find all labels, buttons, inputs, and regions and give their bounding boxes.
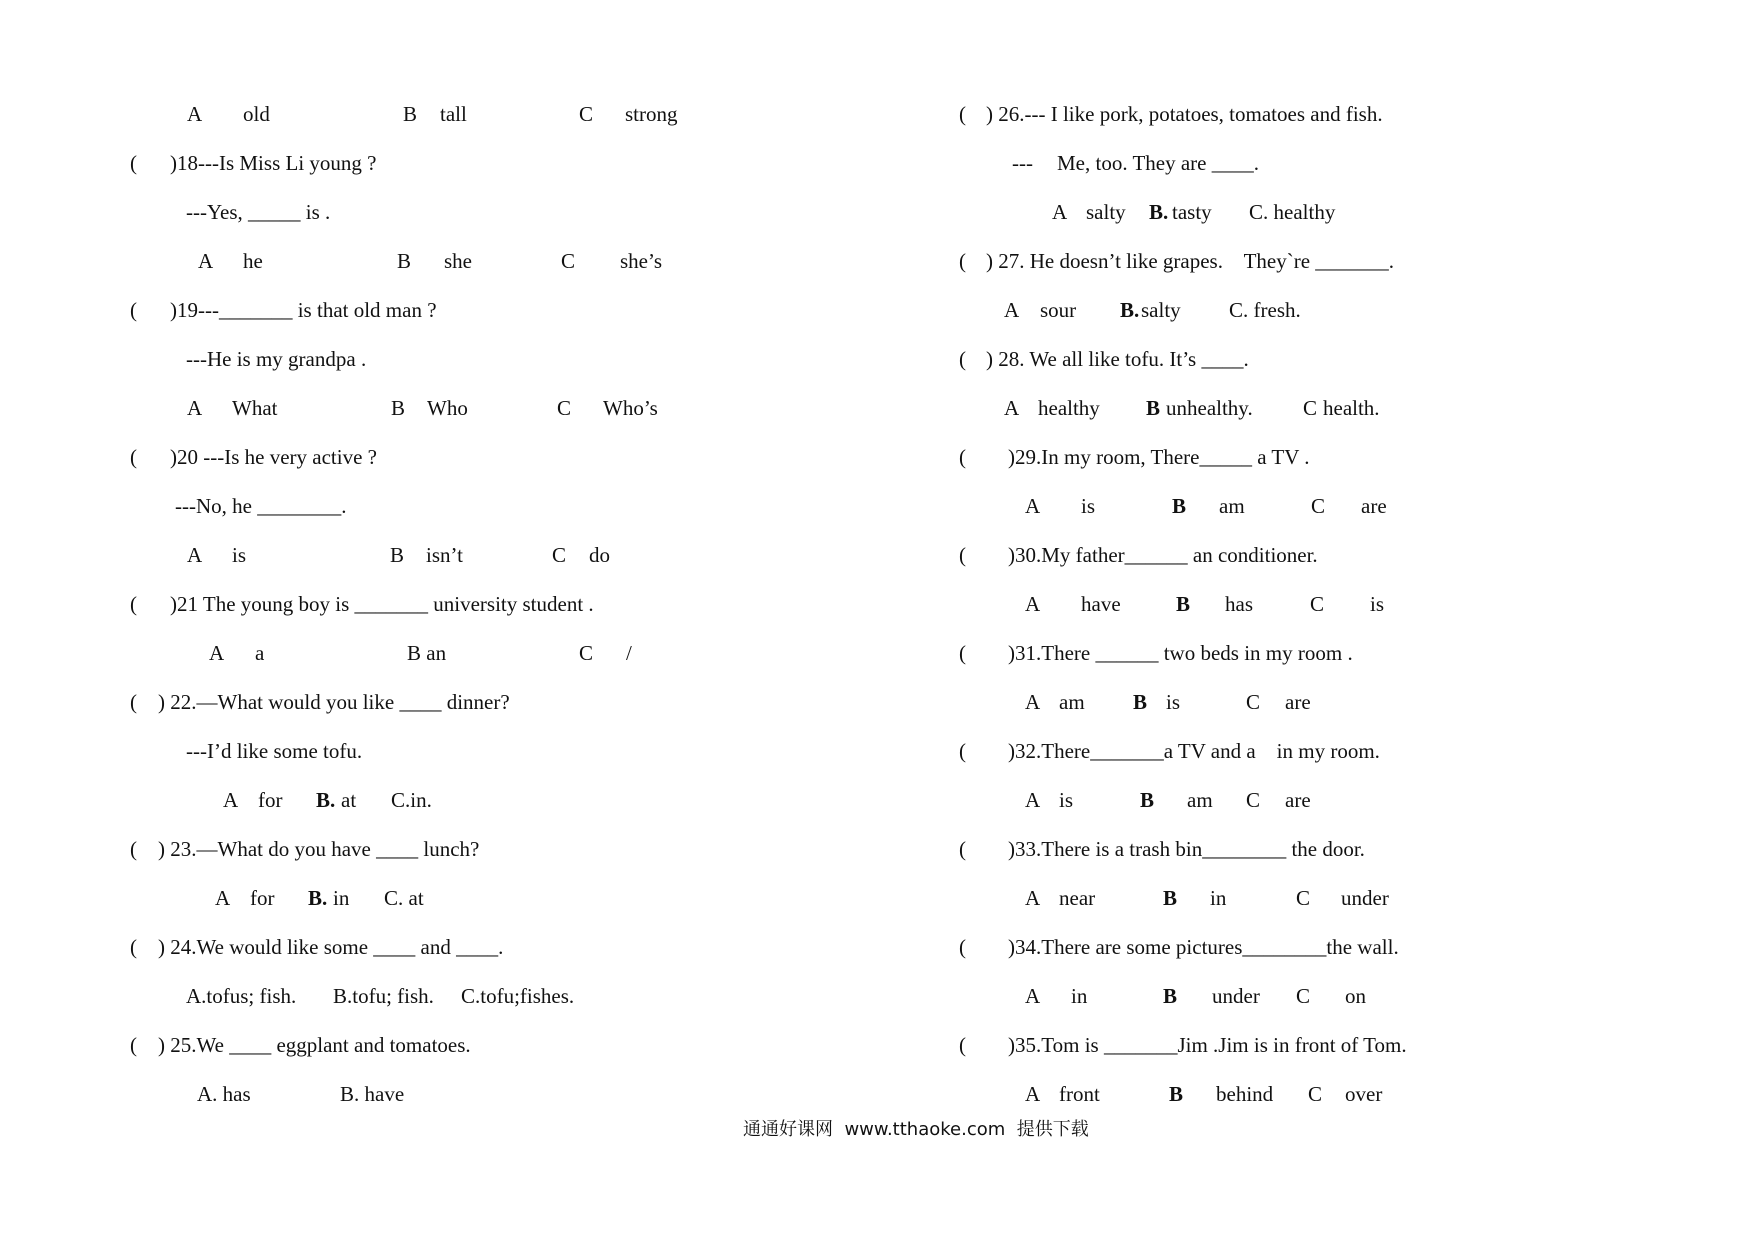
q34-paren: (: [959, 935, 966, 959]
q32-option-a-text: is: [1059, 788, 1074, 812]
q28-stem: ) 28. We all like tofu. It’s ____.: [986, 347, 1249, 371]
q27-option-a-text: sour: [1040, 298, 1077, 322]
q32-option-b-letter: B: [1140, 788, 1155, 812]
q31-option-b-letter: B: [1133, 690, 1148, 714]
q35-paren: (: [959, 1033, 966, 1057]
q35-option-a-letter: A: [1025, 1082, 1041, 1106]
q27-option-c: C. fresh.: [1229, 298, 1301, 322]
q29-option-a-letter: A: [1025, 494, 1041, 518]
q20-option-b-text: isn’t: [426, 543, 463, 567]
q35-option-c-text: over: [1345, 1082, 1383, 1106]
q19-paren: (: [130, 298, 137, 322]
q32-option-a-letter: A: [1025, 788, 1041, 812]
q32-option-c-letter: C: [1246, 788, 1261, 812]
q33-option-b-letter: B: [1163, 886, 1178, 910]
q17-option-a-text: old: [243, 102, 270, 126]
q23-option-a-letter: A: [215, 886, 231, 910]
q31-option-a-text: am: [1059, 690, 1085, 714]
q26-option-a-letter: A: [1052, 200, 1068, 224]
q22-option-b-letter: B.: [316, 788, 336, 812]
q18-paren: (: [130, 151, 137, 175]
q34-option-b-text: under: [1212, 984, 1260, 1008]
q30-option-b-letter: B: [1176, 592, 1191, 616]
q34-option-c-text: on: [1345, 984, 1366, 1008]
q27-option-a-letter: A: [1004, 298, 1020, 322]
q21-option-a-text: a: [255, 641, 265, 665]
q17-option-c-text: strong: [625, 102, 678, 126]
q24-option-c: C.tofu;fishes.: [461, 984, 575, 1008]
q28-option-a-text: healthy: [1038, 396, 1100, 420]
q31-option-a-letter: A: [1025, 690, 1041, 714]
q27-option-b-text: salty: [1141, 298, 1181, 322]
q26-option-b-text: tasty: [1172, 200, 1212, 224]
q20-option-a-text: is: [232, 543, 247, 567]
q19-option-a-text: What: [232, 396, 278, 420]
q35-option-b-text: behind: [1216, 1082, 1274, 1106]
q22-option-a-text: for: [258, 788, 283, 812]
q28-option-b-letter: B: [1146, 396, 1161, 420]
q24-option-b: B.tofu; fish.: [333, 984, 434, 1008]
q33-option-c-text: under: [1341, 886, 1389, 910]
q17-option-a-letter: A: [187, 102, 203, 126]
q19-answer-line: ---He is my grandpa .: [186, 347, 367, 371]
q34-option-a-letter: A: [1025, 984, 1041, 1008]
q21-option-c-letter: C: [579, 641, 594, 665]
q18-option-a-text: he: [243, 249, 263, 273]
q34-stem: )34.There are some pictures________the wall.: [1008, 935, 1399, 959]
q20-answer-line: ---No, he ________.: [175, 494, 347, 518]
q26-option-c: C. healthy: [1249, 200, 1336, 224]
q17-option-c-letter: C: [579, 102, 594, 126]
q20-paren: (: [130, 445, 137, 469]
q32-paren: (: [959, 739, 966, 763]
q30-option-c-text: is: [1370, 592, 1385, 616]
q33-option-a-letter: A: [1025, 886, 1041, 910]
q32-option-b-text: am: [1187, 788, 1213, 812]
q19-stem: )19---_______ is that old man ?: [170, 298, 437, 322]
q28-option-c-letter: C: [1303, 396, 1318, 420]
footer-credit: 通通好课网 www.tthaoke.com 提供下载: [743, 1119, 1089, 1140]
q19-option-c-text: Who’s: [603, 396, 658, 420]
q32-option-c-text: are: [1285, 788, 1311, 812]
q25-option-b: B. have: [340, 1082, 405, 1106]
q26-option-a-text: salty: [1086, 200, 1126, 224]
q29-option-b-letter: B: [1172, 494, 1187, 518]
q29-option-c-text: are: [1361, 494, 1387, 518]
q24-paren: (: [130, 935, 137, 959]
q20-option-b-letter: B: [390, 543, 405, 567]
q25-option-a: A. has: [197, 1082, 251, 1106]
q31-paren: (: [959, 641, 966, 665]
q17-option-b-letter: B: [403, 102, 418, 126]
q33-option-a-text: near: [1059, 886, 1096, 910]
q30-paren: (: [959, 543, 966, 567]
q22-paren: (: [130, 690, 137, 714]
q22-answer-line: ---I’d like some tofu.: [186, 739, 363, 763]
q18-option-c-text: she’s: [620, 249, 662, 273]
q18-answer-line: ---Yes, _____ is .: [186, 200, 331, 224]
q27-option-b-letter: B.: [1120, 298, 1140, 322]
q31-option-b-text: is: [1166, 690, 1181, 714]
q28-option-a-letter: A: [1004, 396, 1020, 420]
q21-option-c-text: /: [626, 641, 632, 665]
q30-option-c-letter: C: [1310, 592, 1325, 616]
q33-option-c-letter: C: [1296, 886, 1311, 910]
q22-option-a-letter: A: [223, 788, 239, 812]
q33-option-b-text: in: [1210, 886, 1227, 910]
q24-option-a: A.tofus; fish.: [186, 984, 297, 1008]
q33-paren: (: [959, 837, 966, 861]
q26-paren: (: [959, 102, 966, 126]
q29-option-c-letter: C: [1311, 494, 1326, 518]
q28-option-b-text: unhealthy.: [1166, 396, 1253, 420]
q29-stem: )29.In my room, There_____ a TV .: [1008, 445, 1310, 469]
q26-stem: ) 26.--- I like pork, potatoes, tomatoes and fish.: [986, 102, 1383, 126]
q20-option-c-letter: C: [552, 543, 567, 567]
q21-paren: (: [130, 592, 137, 616]
q28-option-c-text: health.: [1323, 396, 1380, 420]
q34-option-b-letter: B: [1163, 984, 1178, 1008]
q22-stem: ) 22.—What would you like ____ dinner?: [158, 690, 510, 714]
q34-option-a-text: in: [1071, 984, 1088, 1008]
q31-option-c-text: are: [1285, 690, 1311, 714]
q33-stem: )33.There is a trash bin________ the door.: [1008, 837, 1365, 861]
q31-stem: )31.There ______ two beds in my room .: [1008, 641, 1353, 665]
q35-option-a-text: front: [1059, 1082, 1100, 1106]
q20-option-a-letter: A: [187, 543, 203, 567]
q23-option-b-text: in: [333, 886, 350, 910]
q22-option-c: C.in.: [391, 788, 432, 812]
q35-option-b-letter: B: [1169, 1082, 1184, 1106]
q17-option-b-text: tall: [440, 102, 467, 126]
q23-stem: ) 23.—What do you have ____ lunch?: [158, 837, 480, 861]
q30-option-a-letter: A: [1025, 592, 1041, 616]
q21-stem: )21 The young boy is _______ university student .: [170, 592, 594, 616]
q18-option-a-letter: A: [198, 249, 214, 273]
q23-paren: (: [130, 837, 137, 861]
q35-option-c-letter: C: [1308, 1082, 1323, 1106]
q29-paren: (: [959, 445, 966, 469]
q24-stem: ) 24.We would like some ____ and ____.: [158, 935, 504, 959]
q30-option-a-text: have: [1081, 592, 1121, 616]
q34-option-c-letter: C: [1296, 984, 1311, 1008]
q31-option-c-letter: C: [1246, 690, 1261, 714]
q27-stem: ) 27. He doesn’t like grapes. They`re _______.: [986, 249, 1395, 273]
q19-option-b-letter: B: [391, 396, 406, 420]
q18-option-c-letter: C: [561, 249, 576, 273]
q30-stem: )30.My father______ an conditioner.: [1008, 543, 1318, 567]
q22-option-b-text: at: [341, 788, 357, 812]
q19-option-b-text: Who: [427, 396, 468, 420]
q26-option-b-letter: B.: [1149, 200, 1169, 224]
q23-option-c: C. at: [384, 886, 424, 910]
q19-option-a-letter: A: [187, 396, 203, 420]
q27-paren: (: [959, 249, 966, 273]
q18-option-b-text: she: [444, 249, 472, 273]
q20-option-c-text: do: [589, 543, 610, 567]
q21-option-a-letter: A: [209, 641, 225, 665]
q35-stem: )35.Tom is _______Jim .Jim is in front of Tom.: [1008, 1033, 1407, 1057]
q25-stem: ) 25.We ____ eggplant and tomatoes.: [158, 1033, 471, 1057]
q18-option-b-letter: B: [397, 249, 412, 273]
q29-option-b-text: am: [1219, 494, 1245, 518]
q26-answer-line: Me, too. They are ____.: [1057, 151, 1259, 175]
q23-option-a-text: for: [250, 886, 275, 910]
q26-answer-dash: ---: [1012, 151, 1033, 175]
q32-stem: )32.There_______a TV and a in my room.: [1008, 739, 1380, 763]
q28-paren: (: [959, 347, 966, 371]
q23-option-b-letter: B.: [308, 886, 328, 910]
q20-stem: )20 ---Is he very active ?: [170, 445, 377, 469]
q21-option-b: B an: [407, 641, 447, 665]
q29-option-a-text: is: [1081, 494, 1096, 518]
q18-stem: )18---Is Miss Li young ?: [170, 151, 377, 175]
q25-paren: (: [130, 1033, 137, 1057]
q30-option-b-text: has: [1225, 592, 1253, 616]
q19-option-c-letter: C: [557, 396, 572, 420]
